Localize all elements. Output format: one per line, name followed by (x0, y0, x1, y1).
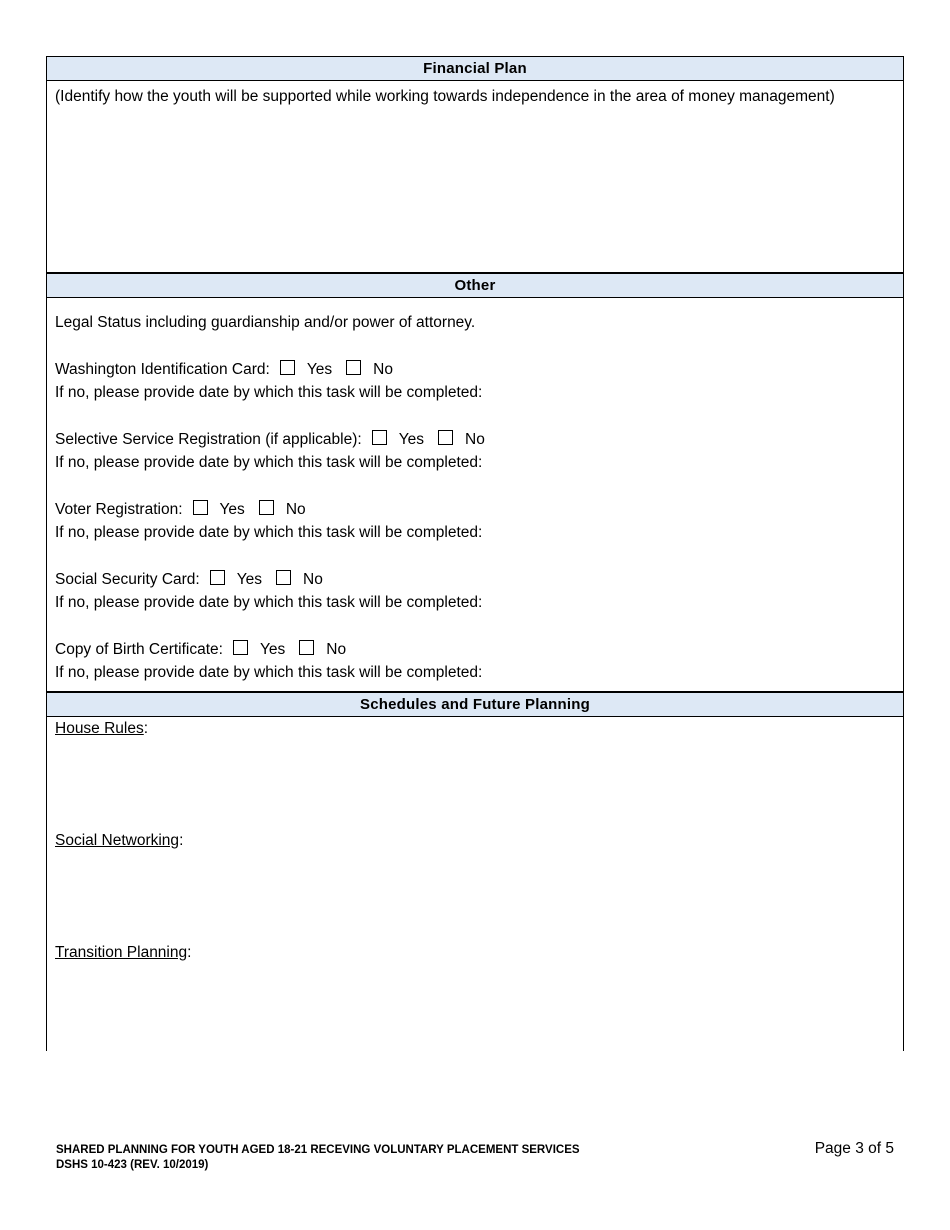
page-number: Page 3 of 5 (814, 1140, 894, 1157)
financial-plan-field[interactable] (47, 81, 903, 272)
question-label: Social Security Card: (55, 571, 200, 588)
followup-date-field[interactable]: If no, please provide date by which this task will be completed: (55, 454, 483, 471)
question-label: Copy of Birth Certificate: (55, 641, 223, 658)
no-checkbox[interactable] (438, 430, 453, 445)
other-header: Other (47, 272, 903, 298)
footer-title: SHARED PLANNING FOR YOUTH AGED 18-21 RECEVING VOLUNTARY PLACEMENT SERVICES (56, 1144, 580, 1156)
yes-checkbox[interactable] (280, 360, 295, 375)
yes-label: Yes (306, 361, 333, 378)
yes-checkbox[interactable] (372, 430, 387, 445)
no-label: No (465, 431, 485, 448)
no-checkbox[interactable] (276, 570, 291, 585)
legal-status-text[interactable]: Legal Status including guardianship and/or power of attorney. (55, 314, 476, 331)
yes-label: Yes (219, 501, 245, 518)
question-selective-service (55, 428, 895, 474)
footer-form-info (56, 1143, 580, 1173)
financial-plan-instructions: (Identify how the youth will be supported while working towards independence in the area of money management) (55, 88, 835, 105)
footer-form-number: DSHS 10-423 (REV. 10/2019) (56, 1159, 209, 1171)
question-birth-certificate (55, 638, 895, 684)
followup-date-field[interactable]: If no, please provide date by which this task will be completed: (55, 524, 483, 541)
financial-plan-header: Financial Plan (47, 57, 903, 81)
question-label: Washington Identification Card: (55, 361, 270, 378)
question-social-security (55, 568, 895, 614)
transition-planning-label: Transition Planning (55, 944, 188, 961)
no-label: No (326, 641, 347, 658)
social-networking-label: Social Networking (55, 832, 180, 849)
no-label: No (373, 361, 393, 378)
no-checkbox[interactable] (259, 500, 274, 515)
yes-checkbox[interactable] (210, 570, 225, 585)
yes-checkbox[interactable] (233, 640, 248, 655)
no-label: No (285, 501, 306, 518)
question-label: Voter Registration: (55, 501, 183, 518)
other-section (47, 298, 903, 691)
yes-label: Yes (398, 431, 424, 448)
no-label: No (303, 571, 323, 588)
house-rules-field[interactable]: House Rules: (55, 720, 149, 737)
yes-checkbox[interactable] (193, 500, 208, 515)
followup-date-field[interactable]: If no, please provide date by which this task will be completed: (55, 664, 483, 681)
question-washington-id (55, 358, 895, 404)
followup-date-field[interactable]: If no, please provide date by which this task will be completed: (55, 384, 483, 401)
transition-planning-field[interactable]: Transition Planning: (55, 944, 192, 961)
no-checkbox[interactable] (299, 640, 314, 655)
schedules-section (47, 717, 903, 1056)
house-rules-label: House Rules (55, 720, 144, 737)
question-voter-registration (55, 498, 895, 544)
question-label: Selective Service Registration (if applicable): (55, 431, 362, 448)
schedules-header: Schedules and Future Planning (47, 691, 903, 717)
social-networking-field[interactable]: Social Networking: (55, 832, 184, 849)
yes-label: Yes (259, 641, 286, 658)
yes-label: Yes (236, 571, 263, 588)
no-checkbox[interactable] (346, 360, 361, 375)
form-page (46, 56, 904, 1051)
followup-date-field[interactable]: If no, please provide date by which this task will be completed: (55, 594, 483, 611)
